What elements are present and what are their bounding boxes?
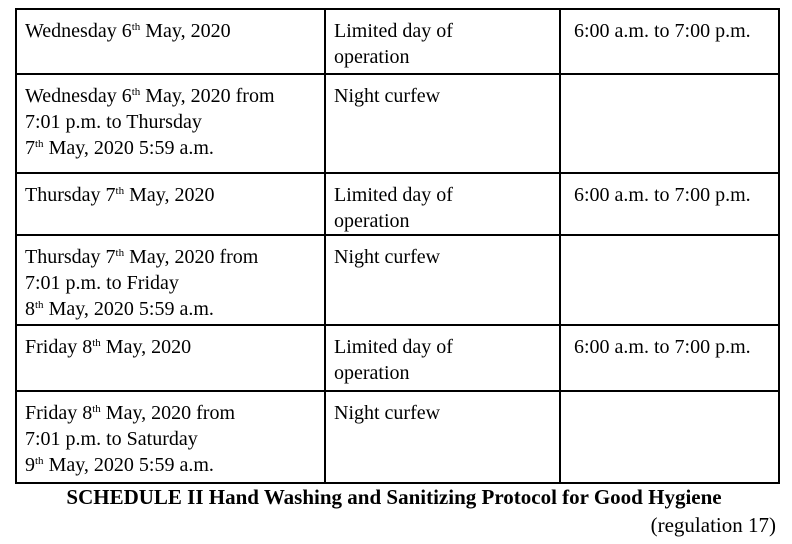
status-cell — [325, 173, 560, 235]
period-line: 7th May, 2020 5:59 a.m. — [25, 137, 214, 159]
period-line: Friday 8th May, 2020 — [25, 336, 192, 358]
period-line: Wednesday 6th May, 2020 from — [25, 85, 275, 107]
time-text: 6:00 a.m. to 7:00 p.m. — [574, 20, 751, 42]
status-line: Night curfew — [334, 246, 441, 268]
status-line: operation — [334, 210, 410, 232]
status-cell — [325, 235, 560, 325]
time-cell — [560, 325, 779, 391]
status-cell — [325, 325, 560, 391]
schedule-heading: SCHEDULE II Hand Washing and Sanitizing Protocol for Good Hygiene — [66, 485, 722, 509]
status-line: Limited day of — [334, 20, 453, 42]
status-line: Night curfew — [334, 85, 441, 107]
period-cell — [16, 325, 325, 391]
period-cell — [16, 9, 325, 74]
status-cell — [325, 391, 560, 483]
table-row — [16, 74, 779, 173]
time-cell — [560, 235, 779, 325]
period-line: Wednesday 6th May, 2020 — [25, 20, 231, 42]
status-cell — [325, 74, 560, 173]
status-line: Limited day of — [334, 336, 453, 358]
curfew-schedule-table — [15, 8, 780, 484]
period-line: 7:01 p.m. to Thursday — [25, 111, 202, 133]
status-cell — [325, 9, 560, 74]
period-line: Thursday 7th May, 2020 from — [25, 246, 259, 268]
time-cell — [560, 74, 779, 173]
period-cell — [16, 74, 325, 173]
period-line: 7:01 p.m. to Saturday — [25, 428, 198, 450]
table-row — [16, 325, 779, 391]
table-row — [16, 9, 779, 74]
period-line: 8th May, 2020 5:59 a.m. — [25, 298, 214, 320]
period-line: Friday 8th May, 2020 from — [25, 402, 236, 424]
table-row — [16, 391, 779, 483]
time-text: 6:00 a.m. to 7:00 p.m. — [574, 184, 751, 206]
table-row — [16, 235, 779, 325]
status-line: Limited day of — [334, 184, 453, 206]
regulation-reference: (regulation 17) — [650, 513, 776, 537]
period-line: 9th May, 2020 5:59 a.m. — [25, 454, 214, 476]
status-line: operation — [334, 46, 410, 68]
period-line: Thursday 7th May, 2020 — [25, 184, 215, 206]
status-line: operation — [334, 362, 410, 384]
period-cell — [16, 173, 325, 235]
period-cell — [16, 235, 325, 325]
period-line: 7:01 p.m. to Friday — [25, 272, 179, 294]
time-cell — [560, 391, 779, 483]
table-row — [16, 173, 779, 235]
status-line: Night curfew — [334, 402, 441, 424]
time-text: 6:00 a.m. to 7:00 p.m. — [574, 336, 751, 358]
time-cell — [560, 173, 779, 235]
time-cell — [560, 9, 779, 74]
period-cell — [16, 391, 325, 483]
